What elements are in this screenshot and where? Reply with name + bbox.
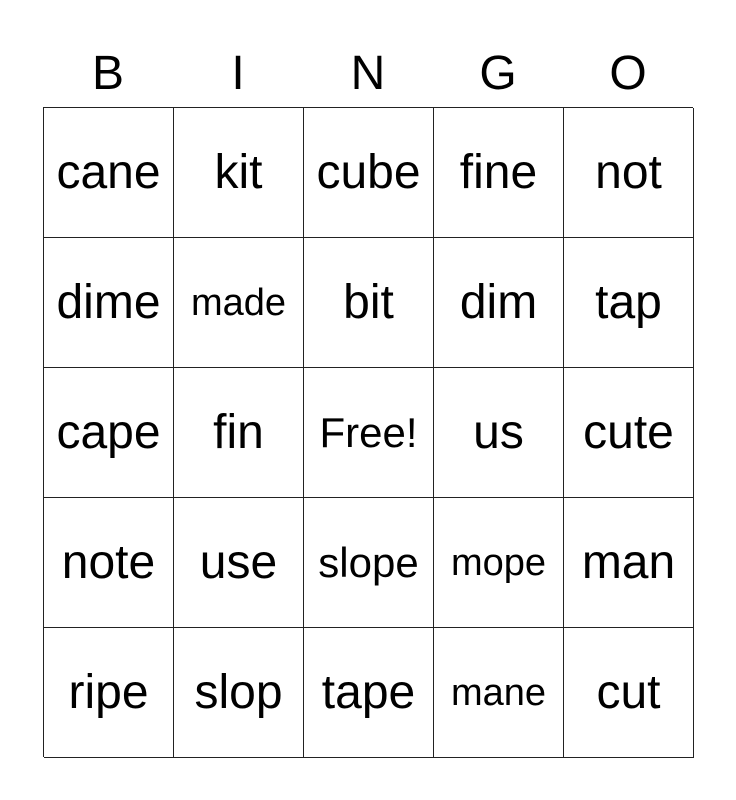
bingo-cell[interactable]: mane xyxy=(434,628,564,758)
bingo-cell[interactable]: ripe xyxy=(44,628,174,758)
header-letter-g: G xyxy=(479,47,517,100)
bingo-cell[interactable]: fin xyxy=(174,368,304,498)
header-letter-b: B xyxy=(91,47,124,100)
bingo-header xyxy=(43,40,693,108)
header-letter-i: I xyxy=(231,47,245,100)
bingo-cell[interactable]: bit xyxy=(304,238,434,368)
bingo-cell[interactable]: kit xyxy=(174,108,304,238)
bingo-cell[interactable]: not xyxy=(564,108,694,238)
bingo-cell[interactable]: note xyxy=(44,498,174,628)
bingo-board xyxy=(43,107,693,757)
bingo-cell[interactable]: slope xyxy=(304,498,434,628)
bingo-cell[interactable]: cute xyxy=(564,368,694,498)
header-letter-o: O xyxy=(609,47,647,100)
bingo-cell[interactable]: fine xyxy=(434,108,564,238)
bingo-cell[interactable]: man xyxy=(564,498,694,628)
bingo-cell[interactable]: cube xyxy=(304,108,434,238)
bingo-cell[interactable]: cape xyxy=(44,368,174,498)
bingo-cell[interactable]: dim xyxy=(434,238,564,368)
bingo-cell[interactable]: cane xyxy=(44,108,174,238)
bingo-cell[interactable]: mope xyxy=(434,498,564,628)
header-letter-n: N xyxy=(350,47,386,100)
bingo-cell[interactable]: use xyxy=(174,498,304,628)
bingo-cell[interactable]: cut xyxy=(564,628,694,758)
free-space-cell[interactable]: Free! xyxy=(304,368,434,498)
bingo-cell[interactable]: us xyxy=(434,368,564,498)
bingo-cell[interactable]: dime xyxy=(44,238,174,368)
bingo-cell[interactable]: slop xyxy=(174,628,304,758)
bingo-cell[interactable]: made xyxy=(174,238,304,368)
bingo-cell[interactable]: tape xyxy=(304,628,434,758)
bingo-cell[interactable]: tap xyxy=(564,238,694,368)
